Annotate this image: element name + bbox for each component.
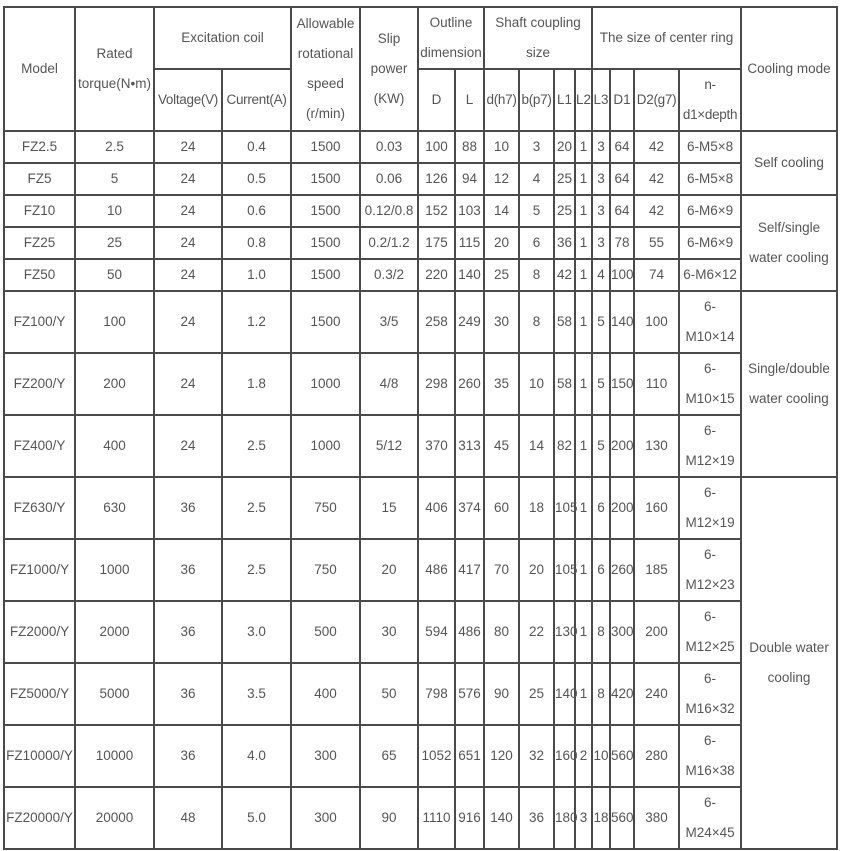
cell-slip-power: 15 [360,477,418,539]
cell-d-h7: 140 [484,787,519,849]
header-excitation-coil: Excitation coil [154,7,291,69]
cell-voltage: 24 [154,415,222,477]
cell-D2-g7: 110 [634,353,679,415]
cell-D1: 260 [610,539,634,601]
cell-L: 576 [455,663,484,725]
cell-L2: 3 [575,787,592,849]
cell-L3: 5 [592,353,610,415]
cell-D2-g7: 42 [634,195,679,227]
cell-D2-g7: 100 [634,291,679,353]
cell-rated-torque: 5 [75,163,154,195]
cell-L3: 6 [592,539,610,601]
cell-slip-power: 30 [360,601,418,663]
cell-D1: 560 [610,725,634,787]
header-L: L [455,69,484,131]
cell-b-p7: 10 [519,353,554,415]
cell-L: 140 [455,259,484,291]
cell-b-p7: 3 [519,131,554,163]
cell-current: 1.0 [222,259,291,291]
cell-D: 258 [418,291,455,353]
cell-slip-power: 0.06 [360,163,418,195]
table-row [4,601,837,663]
header-voltage: Voltage(V) [154,69,222,131]
cell-L3: 5 [592,291,610,353]
cell-d-h7: 12 [484,163,519,195]
cell-L1: 20 [554,131,575,163]
cell-slip-power: 50 [360,663,418,725]
cell-D1: 64 [610,131,634,163]
cell-d-h7: 60 [484,477,519,539]
cell-n-d1-depth: 6-M10×14 [679,291,741,353]
cell-slip-power: 20 [360,539,418,601]
cell-voltage: 36 [154,477,222,539]
cell-model: FZ10000/Y [4,725,75,787]
cell-model: FZ1000/Y [4,539,75,601]
cell-L1: 58 [554,291,575,353]
table-row [4,353,837,415]
header-d-h7: d(h7) [484,69,519,131]
cell-d-h7: 35 [484,353,519,415]
header-model: Model [4,7,75,131]
header-allowable-speed: Allowable rotational speed (r/min) [291,7,360,131]
cell-L1: 180 [554,787,575,849]
header-D: D [418,69,455,131]
header-row-1 [4,7,837,69]
cell-L2: 1 [575,477,592,539]
table-row [4,291,837,353]
cell-d-h7: 90 [484,663,519,725]
cell-current: 0.8 [222,227,291,259]
cell-b-p7: 4 [519,163,554,195]
cell-D: 798 [418,663,455,725]
cell-n-d1-depth: 6-M6×9 [679,227,741,259]
cell-L1: 160 [554,725,575,787]
cell-slip-power: 5/12 [360,415,418,477]
cell-d-h7: 14 [484,195,519,227]
cell-L3: 6 [592,477,610,539]
cell-model: FZ100/Y [4,291,75,353]
table-row [4,227,837,259]
cell-L2: 1 [575,259,592,291]
cell-L2: 2 [575,725,592,787]
table-row [4,131,837,163]
header-current: Current(A) [222,69,291,131]
cell-D: 220 [418,259,455,291]
cell-b-p7: 14 [519,415,554,477]
cell-model: FZ2000/Y [4,601,75,663]
cell-voltage: 36 [154,539,222,601]
cell-L1: 36 [554,227,575,259]
cell-D: 1052 [418,725,455,787]
table-row [4,539,837,601]
header-b-p7: b(p7) [519,69,554,131]
cell-rated-torque: 400 [75,415,154,477]
cell-L2: 1 [575,663,592,725]
table-row [4,725,837,787]
cell-n-d1-depth: 6-M12×25 [679,601,741,663]
cell-D2-g7: 200 [634,601,679,663]
cell-d-h7: 10 [484,131,519,163]
cell-L1: 25 [554,195,575,227]
cell-L: 916 [455,787,484,849]
cell-b-p7: 36 [519,787,554,849]
cell-current: 3.0 [222,601,291,663]
cell-L: 374 [455,477,484,539]
cell-speed: 300 [291,725,360,787]
cell-rated-torque: 1000 [75,539,154,601]
table-row [4,415,837,477]
cell-speed: 300 [291,787,360,849]
cell-n-d1-depth: 6-M16×38 [679,725,741,787]
table-row [4,163,837,195]
cell-current: 0.4 [222,131,291,163]
cell-slip-power: 0.3/2 [360,259,418,291]
cell-rated-torque: 630 [75,477,154,539]
header-outline-dimension: Outline dimension [418,7,484,69]
cell-L: 260 [455,353,484,415]
header-L1: L1 [554,69,575,131]
cell-model: FZ400/Y [4,415,75,477]
cell-rated-torque: 2000 [75,601,154,663]
cell-b-p7: 5 [519,195,554,227]
cell-L3: 8 [592,601,610,663]
cell-L1: 58 [554,353,575,415]
cell-D: 1110 [418,787,455,849]
cell-L3: 5 [592,415,610,477]
table-row [4,195,837,227]
cell-D1: 64 [610,195,634,227]
cell-rated-torque: 10000 [75,725,154,787]
cell-d-h7: 20 [484,227,519,259]
cell-D2-g7: 42 [634,131,679,163]
cell-speed: 750 [291,477,360,539]
cell-L3: 10 [592,725,610,787]
cell-L2: 1 [575,227,592,259]
cell-D1: 200 [610,415,634,477]
cell-rated-torque: 100 [75,291,154,353]
cell-D: 298 [418,353,455,415]
cell-n-d1-depth: 6-M12×19 [679,415,741,477]
cell-voltage: 24 [154,259,222,291]
cell-current: 2.5 [222,539,291,601]
cell-D: 100 [418,131,455,163]
cell-D1: 200 [610,477,634,539]
table-row [4,477,837,539]
cell-d-h7: 80 [484,601,519,663]
cell-L1: 25 [554,163,575,195]
specification-table [3,6,838,850]
cell-L1: 42 [554,259,575,291]
cell-D2-g7: 240 [634,663,679,725]
cell-L1: 82 [554,415,575,477]
cell-current: 1.2 [222,291,291,353]
cell-voltage: 36 [154,725,222,787]
cell-rated-torque: 50 [75,259,154,291]
cell-voltage: 24 [154,195,222,227]
cell-D1: 300 [610,601,634,663]
cell-D1: 78 [610,227,634,259]
cell-current: 2.5 [222,415,291,477]
cell-cooling-mode: Self/single water cooling [741,195,837,291]
cell-d-h7: 120 [484,725,519,787]
cell-model: FZ20000/Y [4,787,75,849]
cell-D: 406 [418,477,455,539]
table-row [4,787,837,849]
cell-L3: 3 [592,227,610,259]
cell-voltage: 24 [154,131,222,163]
cell-cooling-mode: Double water cooling [741,477,837,849]
cell-D: 594 [418,601,455,663]
cell-speed: 1500 [291,291,360,353]
cell-D2-g7: 74 [634,259,679,291]
cell-D1: 560 [610,787,634,849]
cell-L2: 1 [575,291,592,353]
cell-L2: 1 [575,415,592,477]
cell-voltage: 24 [154,353,222,415]
cell-rated-torque: 25 [75,227,154,259]
cell-L: 103 [455,195,484,227]
header-L3: L3 [592,69,610,131]
cell-L3: 3 [592,163,610,195]
cell-voltage: 48 [154,787,222,849]
cell-D: 175 [418,227,455,259]
cell-current: 5.0 [222,787,291,849]
cell-D1: 420 [610,663,634,725]
header-shaft-coupling: Shaft coupling size [484,7,592,69]
cell-L1: 140 [554,663,575,725]
cell-voltage: 36 [154,663,222,725]
cell-D1: 64 [610,163,634,195]
cell-L2: 1 [575,131,592,163]
cell-slip-power: 4/8 [360,353,418,415]
header-rated-torque: Rated torque(N•m) [75,7,154,131]
cell-rated-torque: 2.5 [75,131,154,163]
cell-d-h7: 45 [484,415,519,477]
cell-voltage: 24 [154,291,222,353]
cell-L: 486 [455,601,484,663]
cell-b-p7: 32 [519,725,554,787]
cell-slip-power: 0.12/0.8 [360,195,418,227]
cell-L2: 1 [575,601,592,663]
cell-D1: 140 [610,291,634,353]
cell-current: 0.6 [222,195,291,227]
cell-slip-power: 3/5 [360,291,418,353]
cell-rated-torque: 10 [75,195,154,227]
cell-b-p7: 22 [519,601,554,663]
cell-L: 313 [455,415,484,477]
cell-speed: 1500 [291,259,360,291]
header-cooling-mode: Cooling mode [741,7,837,131]
cell-d-h7: 25 [484,259,519,291]
cell-b-p7: 8 [519,259,554,291]
cell-b-p7: 6 [519,227,554,259]
cell-L: 115 [455,227,484,259]
cell-model: FZ10 [4,195,75,227]
cell-L: 94 [455,163,484,195]
header-D1: D1 [610,69,634,131]
cell-L3: 8 [592,663,610,725]
cell-model: FZ2.5 [4,131,75,163]
cell-D: 152 [418,195,455,227]
cell-model: FZ200/Y [4,353,75,415]
cell-L2: 1 [575,539,592,601]
cell-L2: 1 [575,163,592,195]
cell-D2-g7: 280 [634,725,679,787]
cell-b-p7: 18 [519,477,554,539]
cell-d-h7: 30 [484,291,519,353]
cell-voltage: 36 [154,601,222,663]
cell-rated-torque: 200 [75,353,154,415]
cell-L1: 105 [554,539,575,601]
cell-model: FZ5 [4,163,75,195]
cell-current: 4.0 [222,725,291,787]
cell-model: FZ5000/Y [4,663,75,725]
cell-speed: 1500 [291,131,360,163]
cell-speed: 1000 [291,415,360,477]
cell-n-d1-depth: 6-M6×9 [679,195,741,227]
cell-L: 249 [455,291,484,353]
cell-n-d1-depth: 6-M24×45 [679,787,741,849]
cell-L: 417 [455,539,484,601]
cell-D2-g7: 55 [634,227,679,259]
cell-L3: 3 [592,195,610,227]
cell-cooling-mode: Single/double water cooling [741,291,837,477]
cell-current: 0.5 [222,163,291,195]
cell-L1: 130 [554,601,575,663]
cell-slip-power: 0.2/1.2 [360,227,418,259]
cell-speed: 1500 [291,195,360,227]
cell-D1: 100 [610,259,634,291]
cell-b-p7: 20 [519,539,554,601]
table-row [4,663,837,725]
cell-voltage: 24 [154,227,222,259]
cell-speed: 500 [291,601,360,663]
cell-D2-g7: 185 [634,539,679,601]
cell-slip-power: 90 [360,787,418,849]
cell-L: 651 [455,725,484,787]
cell-n-d1-depth: 6-M10×15 [679,353,741,415]
cell-D1: 150 [610,353,634,415]
cell-speed: 1500 [291,227,360,259]
cell-L3: 4 [592,259,610,291]
cell-current: 1.8 [222,353,291,415]
header-center-ring: The size of center ring [592,7,741,69]
cell-model: FZ630/Y [4,477,75,539]
cell-model: FZ25 [4,227,75,259]
cell-current: 3.5 [222,663,291,725]
cell-L2: 1 [575,195,592,227]
cell-L: 88 [455,131,484,163]
header-n-d1-depth: n-d1×depth [679,69,741,131]
cell-slip-power: 0.03 [360,131,418,163]
table-row [4,259,837,291]
cell-n-d1-depth: 6-M6×12 [679,259,741,291]
cell-n-d1-depth: 6-M12×19 [679,477,741,539]
cell-n-d1-depth: 6-M5×8 [679,131,741,163]
cell-voltage: 24 [154,163,222,195]
cell-b-p7: 8 [519,291,554,353]
header-D2-g7: D2(g7) [634,69,679,131]
cell-L3: 3 [592,131,610,163]
cell-D2-g7: 160 [634,477,679,539]
cell-n-d1-depth: 6-M5×8 [679,163,741,195]
cell-D: 370 [418,415,455,477]
cell-speed: 400 [291,663,360,725]
cell-current: 2.5 [222,477,291,539]
cell-D: 486 [418,539,455,601]
cell-rated-torque: 20000 [75,787,154,849]
cell-L1: 105 [554,477,575,539]
cell-speed: 1500 [291,163,360,195]
cell-L3: 18 [592,787,610,849]
cell-b-p7: 25 [519,663,554,725]
cell-D2-g7: 130 [634,415,679,477]
cell-speed: 1000 [291,353,360,415]
cell-D: 126 [418,163,455,195]
cell-D2-g7: 380 [634,787,679,849]
cell-rated-torque: 5000 [75,663,154,725]
cell-D2-g7: 42 [634,163,679,195]
header-L2: L2 [575,69,592,131]
cell-model: FZ50 [4,259,75,291]
cell-L2: 1 [575,353,592,415]
cell-cooling-mode: Self cooling [741,131,837,195]
cell-d-h7: 70 [484,539,519,601]
cell-n-d1-depth: 6-M12×23 [679,539,741,601]
cell-speed: 750 [291,539,360,601]
header-slip-power: Slip power (KW) [360,7,418,131]
cell-slip-power: 65 [360,725,418,787]
cell-n-d1-depth: 6-M16×32 [679,663,741,725]
